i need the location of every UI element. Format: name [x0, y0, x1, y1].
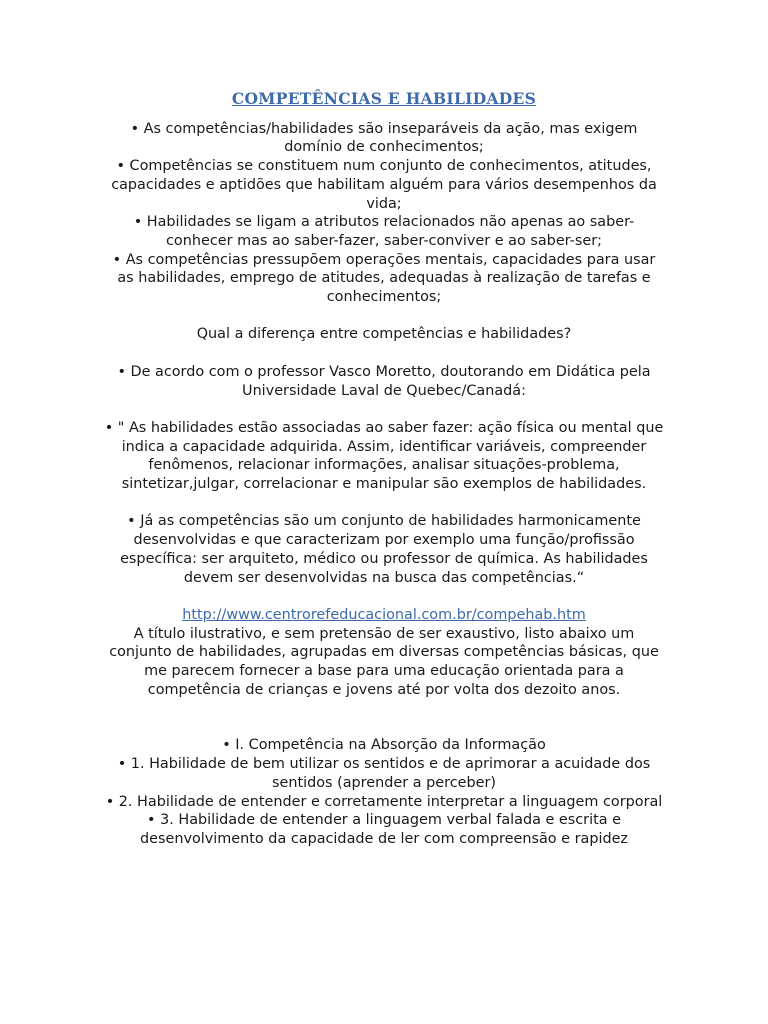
spacer [104, 699, 664, 736]
list-item: • I. Competência na Absorção da Informação [222, 737, 546, 754]
list-item: • 1. Habilidade de bem utilizar os sentidos e de aprimorar a acuidade dos sentidos (aprender a perceber) [117, 756, 651, 791]
intro-bullet-2: • Competências se constituem num conjunto de conhecimentos, atitudes, capacidades e aptidões que habilitam alguém para vários desempenhos da vida; [111, 158, 657, 212]
quote-competencias: • Já as competências são um conjunto de habilidades harmonicamente desenvolvidas e que caracterizam por exemplo uma função/profissão específica: ser arquiteto, médico ou professor de química. As habilidades devem ser desenvolvidas na busca das competências.“ [120, 513, 648, 586]
competence-list [104, 736, 664, 848]
intro-bullet-3: • Habilidades se ligam a atributos relacionados não apenas ao saber-conhecer mas ao saber-fazer, saber-conviver e ao saber-ser; [133, 214, 635, 249]
source-link[interactable]: http://www.centrorefeducacional.com.br/compehab.htm [182, 606, 586, 623]
quote-habilidades: • " As habilidades estão associadas ao saber fazer: ação física ou mental que indica a capacidade adquirida. Assim, identificar variáveis, compreender fenômenos, relacionar informações, analisar situações-problema, sintetizar,julgar, correlacionar e manipular são exemplos de habilidades. [104, 419, 664, 493]
illustrative-paragraph: A título ilustrativo, e sem pretensão de ser exaustivo, listo abaixo um conjunto de habilidades, agrupadas em diversas competências básicas, que me parecem fornecer a base para uma educação orientada para a competência de crianças e jovens até por volta dos dezoito anos. [109, 625, 659, 698]
intro-bullet-4: • As competências pressupõem operações mentais, capacidades para usar as habilidades, emprego de atitudes, adequadas à realização de tarefas e conhecimentos; [112, 251, 656, 306]
moretto-intro: • De acordo com o professor Vasco Moretto, doutorando em Didática pela Universidade Laval de Quebec/Canadá: [117, 363, 651, 399]
spacer [104, 307, 664, 326]
list-item: • 3. Habilidade de entender a linguagem verbal falada e escrita e desenvolvimento da capacidade de ler com compreensão e rapidez [140, 812, 628, 847]
list-item: • 2. Habilidade de entender e corretamente interpretar a linguagem corporal [105, 793, 663, 810]
question-heading: Qual a diferença entre competências e habilidades? [196, 326, 572, 343]
page-title: COMPETÊNCIAS E HABILIDADES [231, 89, 537, 108]
spacer [104, 494, 664, 513]
intro-bullet-1: • As competências/habilidades são inseparáveis da ação, mas exigem domínio de conhecimentos; [130, 120, 638, 156]
spacer [104, 587, 664, 606]
intro-bullet-list [104, 120, 664, 307]
source-link-line [104, 606, 664, 625]
spacer [104, 344, 664, 363]
spacer [104, 400, 664, 419]
